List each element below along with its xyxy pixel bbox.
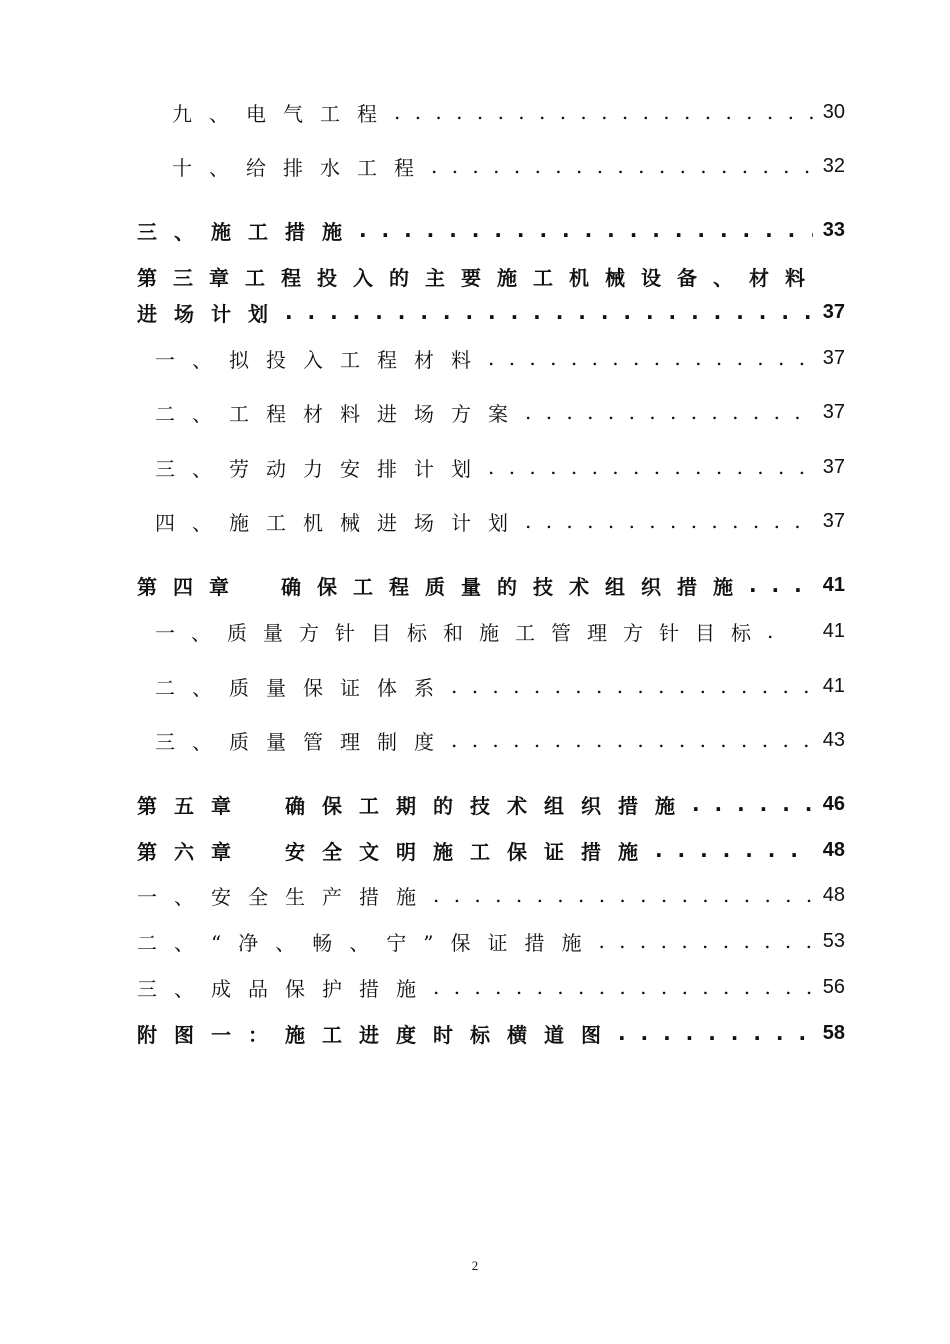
toc-page: 37 <box>822 300 845 323</box>
toc-title: 附图一：施工进度时标横道图 <box>137 1022 618 1047</box>
dot-leader <box>451 674 813 698</box>
dot-leader <box>433 883 813 907</box>
toc-entry-3-3 <box>155 450 845 484</box>
toc-page: 41 <box>822 573 845 596</box>
footer-page-number: 2 <box>471 1258 479 1273</box>
toc-title: 三、劳动力安排计划 <box>155 456 488 481</box>
toc-title: 九、电气工程 <box>172 101 394 126</box>
toc-title: 进场计划 <box>137 301 285 326</box>
toc-title: 二、质量保证体系 <box>155 675 451 700</box>
toc-title: 第四章 确保工程质量的技术组织措施 <box>137 574 749 599</box>
dot-leader <box>488 455 813 479</box>
toc-entry-10 <box>172 149 845 183</box>
toc-title: 第五章 确保工期的技术组织措施 <box>137 793 692 818</box>
toc-entry-4-1 <box>155 614 845 648</box>
toc-title: 第六章 安全文明施工保证措施 <box>137 839 655 864</box>
toc-page: 37 <box>822 346 845 369</box>
toc-title: 三、成品保护措施 <box>137 976 433 1001</box>
toc-chapter-5 <box>137 787 845 821</box>
toc-page: 48 <box>822 838 845 861</box>
toc-page: 48 <box>822 883 845 906</box>
dot-leader <box>692 792 813 816</box>
dot-leader <box>767 619 813 643</box>
dot-leader <box>749 573 813 597</box>
toc-entry-4-2 <box>155 669 845 703</box>
dot-leader <box>488 346 813 370</box>
toc-page: 53 <box>822 929 845 952</box>
toc-chapter-3-line2 <box>137 295 845 329</box>
toc-title: 二、工程材料进场方案 <box>155 401 525 426</box>
toc-title: 一、安全生产措施 <box>137 884 433 909</box>
toc-page: 37 <box>822 455 845 478</box>
dot-leader <box>431 154 813 178</box>
dot-leader <box>433 975 813 999</box>
toc-section-3 <box>137 213 845 247</box>
toc-entry-9 <box>172 95 845 129</box>
dot-leader <box>285 300 813 324</box>
toc-title: 三、质量管理制度 <box>155 729 451 754</box>
toc-page: 37 <box>822 400 845 423</box>
dot-leader <box>394 100 813 124</box>
dot-leader <box>525 509 813 533</box>
toc-title: 四、施工机械进场计划 <box>155 510 525 535</box>
toc-page: 58 <box>822 1021 845 1044</box>
toc-title: 三、施工措施 <box>137 219 359 244</box>
toc-entry-4-3 <box>155 723 845 757</box>
toc-page: 30 <box>822 100 845 123</box>
toc-chapter-4 <box>137 568 845 602</box>
toc-title: 第三章工程投入的主要施工机械设备、材料 <box>137 265 821 290</box>
toc-chapter-6 <box>137 833 845 867</box>
toc-appendix <box>137 1016 845 1050</box>
toc-title: 一、质量方针目标和施工管理方针目标 <box>155 620 767 645</box>
toc-page: 41 <box>822 619 845 642</box>
toc-page: 46 <box>822 792 845 815</box>
toc-entry-6-1 <box>137 878 845 912</box>
toc-title: 二、“净、畅、宁”保证措施 <box>137 930 599 955</box>
toc-title: 十、给排水工程 <box>172 155 431 180</box>
toc-title: 一、拟投入工程材料 <box>155 347 488 372</box>
dot-leader <box>618 1021 813 1045</box>
toc-entry-3-1 <box>155 341 845 375</box>
dot-leader <box>359 218 813 242</box>
toc-page: 33 <box>822 218 845 241</box>
dot-leader <box>598 929 812 953</box>
toc-page: 32 <box>822 154 845 177</box>
dot-leader <box>655 838 813 862</box>
toc-entry-6-3 <box>137 970 845 1004</box>
toc-entry-3-4 <box>155 504 845 538</box>
toc-chapter-3-line1 <box>137 259 845 293</box>
dot-leader <box>451 728 813 752</box>
toc-page: 41 <box>822 674 845 697</box>
toc-entry-6-2 <box>137 924 845 958</box>
dot-leader <box>525 400 813 424</box>
toc-entry-3-2 <box>155 395 845 429</box>
toc-page: 43 <box>822 728 845 751</box>
toc-page: 56 <box>822 975 845 998</box>
toc-page: 37 <box>822 509 845 532</box>
